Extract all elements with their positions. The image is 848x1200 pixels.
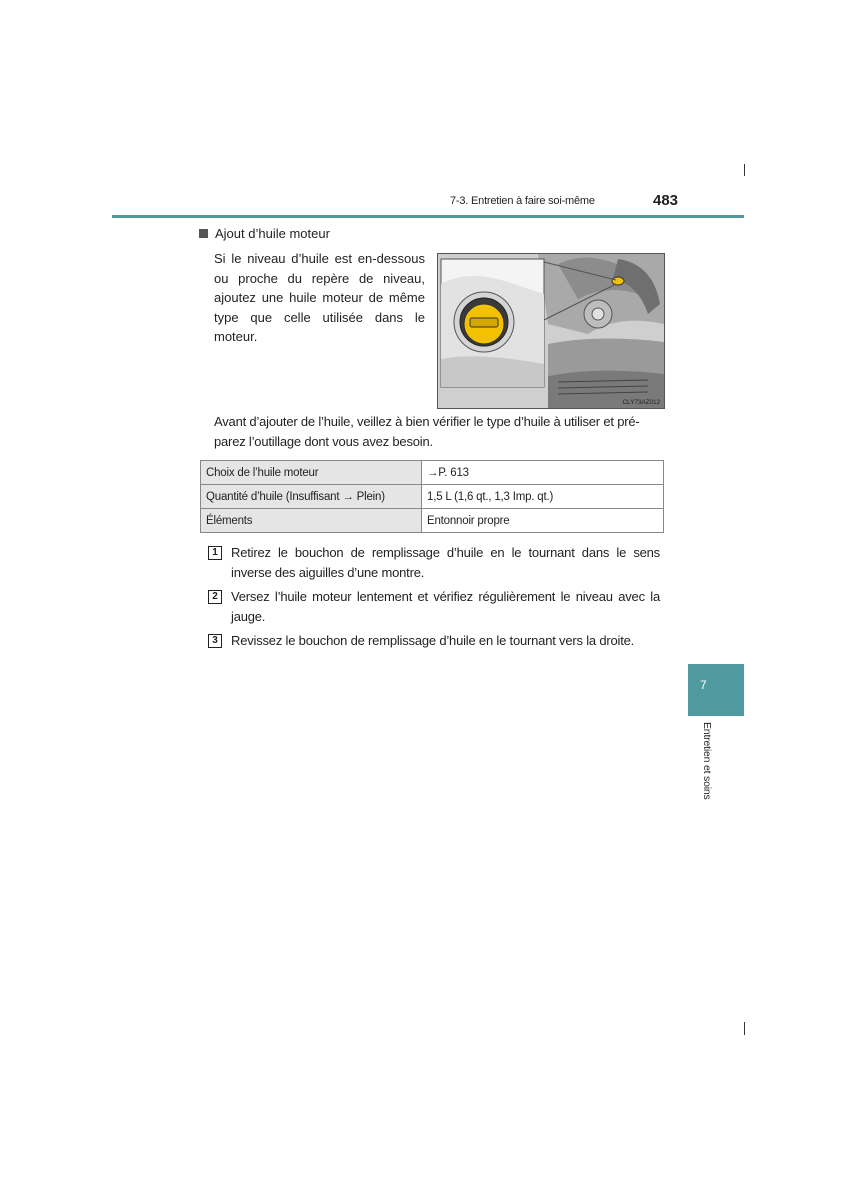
header-section-title: 7-3. Entretien à faire soi-même — [450, 195, 595, 207]
step-text: Retirez le bouchon de remplissage d’huile en le tournant dans le sens inverse des aiguilles d’une montre. — [231, 545, 660, 580]
table-cell-value: Entonnoir propre — [422, 509, 664, 533]
crop-mark-bottom — [744, 1022, 745, 1035]
table-row — [201, 485, 664, 509]
table-cell-value: →P. 613 — [422, 461, 664, 485]
step-text: Revissez le bouchon de remplissage d’huile en le tournant vers la droite. — [231, 633, 635, 648]
table-cell-label: Choix de l’huile moteur — [201, 461, 422, 485]
step-number: 2 — [208, 590, 222, 604]
figure-code: CLY73AZ012 — [622, 399, 660, 406]
oil-spec-table — [200, 460, 664, 533]
paragraph-text: Avant d’ajouter de l’huile, veillez à bien vérifier le type d’huile à utiliser et pré-parez l’outillage dont vous avez besoin. — [214, 414, 640, 449]
step-1 — [208, 543, 660, 582]
table-cell-value: 1,5 L (1,6 qt., 1,3 Imp. qt.) — [422, 485, 664, 509]
engine-bay-drawing — [438, 254, 664, 408]
step-3 — [208, 631, 660, 651]
section-title — [199, 226, 330, 241]
engine-oil-cap-illustration — [437, 253, 665, 409]
step-number: 3 — [208, 634, 222, 648]
step-text: Versez l’huile moteur lentement et vérifiez régulièrement le niveau avec la jauge. — [231, 589, 660, 624]
crop-mark-top — [744, 164, 745, 176]
page-number: 483 — [653, 192, 679, 209]
table-row — [201, 509, 664, 533]
chapter-number: 7 — [700, 678, 707, 692]
table-cell-label: Quantité d’huile (Insuffisant → Plein) — [201, 485, 422, 509]
table-cell-label: Éléments — [201, 509, 422, 533]
intro-text: Si le niveau d’huile est en-dessous ou proche du repère de niveau, ajoutez une huile moteur de même type que celle utilisée dans le moteur. — [214, 251, 425, 344]
chapter-label: Entretien et soins — [701, 722, 713, 800]
section-title-text: Ajout d’huile moteur — [215, 226, 330, 241]
step-2 — [208, 587, 660, 626]
table-row — [201, 461, 664, 485]
chapter-tab — [688, 664, 744, 716]
square-bullet-icon — [199, 229, 208, 238]
step-number: 1 — [208, 546, 222, 560]
header-rule — [112, 215, 744, 218]
